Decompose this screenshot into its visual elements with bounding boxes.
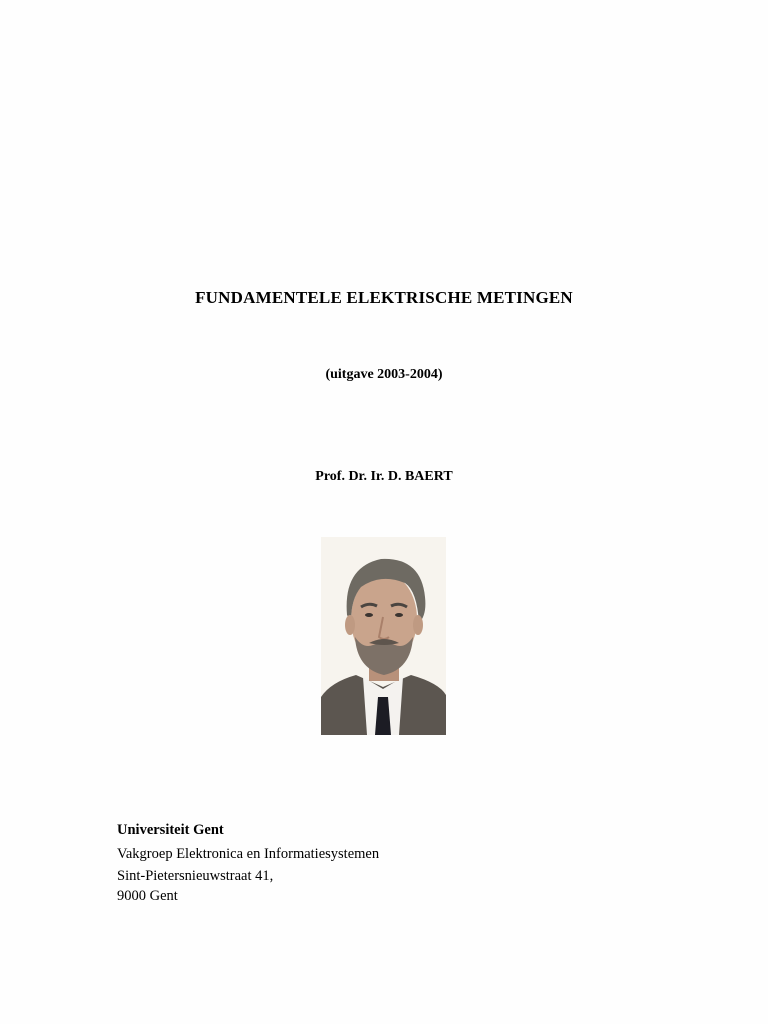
portrait-eye-right [395, 613, 403, 617]
author-portrait-photo [321, 537, 446, 735]
document-title: FUNDAMENTELE ELEKTRISCHE METINGEN [195, 288, 573, 307]
portrait-illustration [321, 537, 446, 735]
portrait-eye-left [365, 613, 373, 617]
author-name: Prof. Dr. Ir. D. BAERT [315, 469, 453, 484]
address-block [117, 820, 379, 906]
department-name: Vakgroep Elektronica en Informatiesystemen [117, 846, 380, 862]
city-address: 9000 Gent [117, 888, 178, 904]
street-address: Sint-Pietersnieuwstraat 41, [117, 868, 274, 884]
edition-label: (uitgave 2003-2004) [325, 367, 443, 382]
portrait-ear-left [345, 615, 355, 635]
portrait-ear-right [413, 615, 423, 635]
institution-name: Universiteit Gent [117, 822, 224, 838]
